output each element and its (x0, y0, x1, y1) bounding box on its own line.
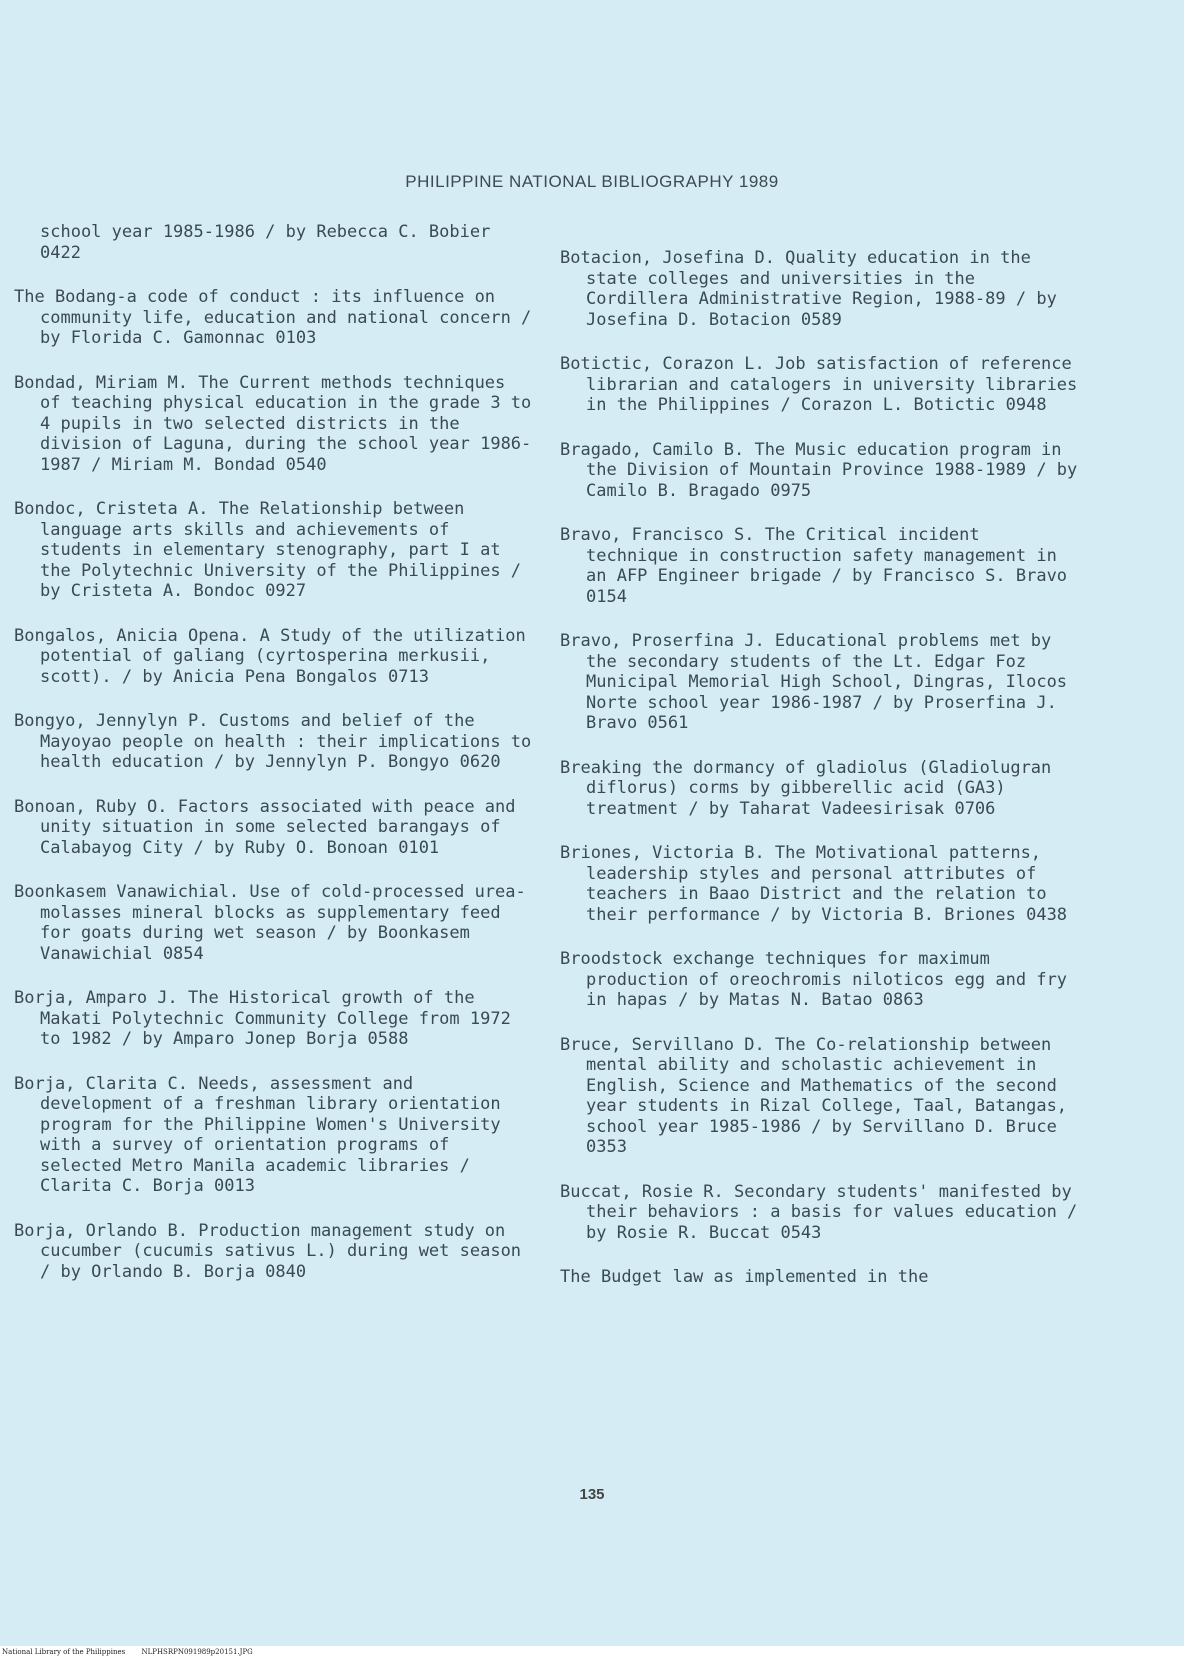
bibliography-entry: Bravo, Proserfina J. Educational problems met by the secondary students of the Lt. Edgar Foz Municipal Memorial High School, Dingras, Ilocos Norte school year 1986-1987 / by Proserfina J. Bravo 0561 (560, 631, 1068, 733)
bibliography-entry: Bonoan, Ruby O. Factors associated with peace and unity situation in some selected barangays of Calabayog City / by Ruby O. Bonoan 0101 (14, 796, 516, 858)
bibliography-entry: The Bodang-a code of conduct : its influence on community life, education and national concern / by Florida C. Gamonnac 0103 (14, 287, 532, 348)
bibliography-entry: The Budget law as implemented in the (560, 1267, 929, 1287)
bibliography-entry: Bondoc, Cristeta A. The Relationship between language arts skills and achievements of students in elementary stenography, part I at the Polytechnic University of the Philippines / by Cristeta A. Bondoc 0927 (14, 499, 522, 601)
right-column (560, 248, 1080, 1288)
bibliography-entry: school year 1985-1986 / by Rebecca C. Bobier 0422 (40, 222, 491, 263)
bibliography-entry: Briones, Victoria B. The Motivational patterns, leadership styles and personal attributes of teachers in Baao District and the relation to their performance / by Victoria B. Briones 0438 (560, 843, 1068, 925)
bibliography-entry: Bruce, Servillano D. The Co-relationship between mental ability and scholastic achievement in English, Science and Mathematics of the second year students in Rizal College, Taal, Batangas, school year 1985-1986 / by Servillano D. Bruce 0353 (560, 1034, 1068, 1157)
bibliography-entry: Buccat, Rosie R. Secondary students' manifested by their behaviors : a basis for values education / by Rosie R. Buccat 0543 (560, 1181, 1078, 1243)
footer-file: NLPHSRPN091989p20151.JPG (141, 1648, 253, 1656)
bibliography-entry: Bravo, Francisco S. The Critical incident technique in construction safety management in an AFP Engineer brigade / by Francisco S. Bravo 0154 (560, 525, 1068, 607)
footer-library: National Library of the Philippines (2, 1648, 126, 1656)
bibliography-entry: Bongalos, Anicia Opena. A Study of the utilization potential of galiang (cyrtosperina merkusii, scott). / by Anicia Pena Bongalos 0713 (14, 625, 526, 687)
bibliography-entry: Borja, Amparo J. The Historical growth of the Makati Polytechnic Community College from 1972 to 1982 / by Amparo Jonep Borja 0588 (14, 988, 511, 1049)
bibliography-entry: Bongyo, Jennylyn P. Customs and belief of the Mayoyao people on health : their implications to health education / by Jennylyn P. Bongyo 0620 (14, 711, 532, 772)
bibliography-entry: Bondad, Miriam M. The Current methods techniques of teaching physical education in the grade 3 to 4 pupils in two selected districts in the division of Laguna, during the school year 1986-1987 / Miriam M. Bondad 0540 (14, 372, 532, 475)
bibliography-entry: Borja, Clarita C. Needs, assessment and development of a freshman library orientation program for the Philippine Women's University with a survey of orientation programs of selected Metro Manila academic libraries / Clarita C. Borja 0013 (14, 1073, 501, 1196)
left-column (14, 222, 534, 1282)
bibliography-entry: Breaking the dormancy of gladiolus (Gladiolugran diflorus) corms by gibberellic acid (GA3) treatment / by Taharat Vadeesirisak 0706 (560, 757, 1052, 819)
bibliography-entry: Botacion, Josefina D. Quality education in the state colleges and universities in the Cordillera Administrative Region, 1988-89 / by Josefina D. Botacion 0589 (560, 248, 1057, 330)
bibliography-entry: Broodstock exchange techniques for maximum production of oreochromis niloticos egg and fry in hapas / by Matas N. Batao 0863 (560, 949, 1068, 1010)
bibliography-entry: Botictic, Corazon L. Job satisfaction of reference librarian and catalogers in university libraries in the Philippines / Corazon L. Botictic 0948 (560, 354, 1078, 415)
bibliography-entry: Bragado, Camilo B. The Music education program in the Division of Mountain Province 1988-1989 / by Camilo B. Bragado 0975 (560, 439, 1078, 501)
bibliography-entry: Borja, Orlando B. Production management study on cucumber (cucumis sativus L.) during wet season / by Orlando B. Borja 0840 (14, 1220, 522, 1282)
scan-footer (0, 1646, 1184, 1658)
bibliography-entry: Boonkasem Vanawichial. Use of cold-processed urea-molasses mineral blocks as supplementary feed for goats during wet season / by Boonkasem Vanawichial 0854 (14, 882, 526, 964)
page-header: PHILIPPINE NATIONAL BIBLIOGRAPHY 1989 (405, 172, 779, 191)
page-number: 135 (579, 1486, 605, 1503)
